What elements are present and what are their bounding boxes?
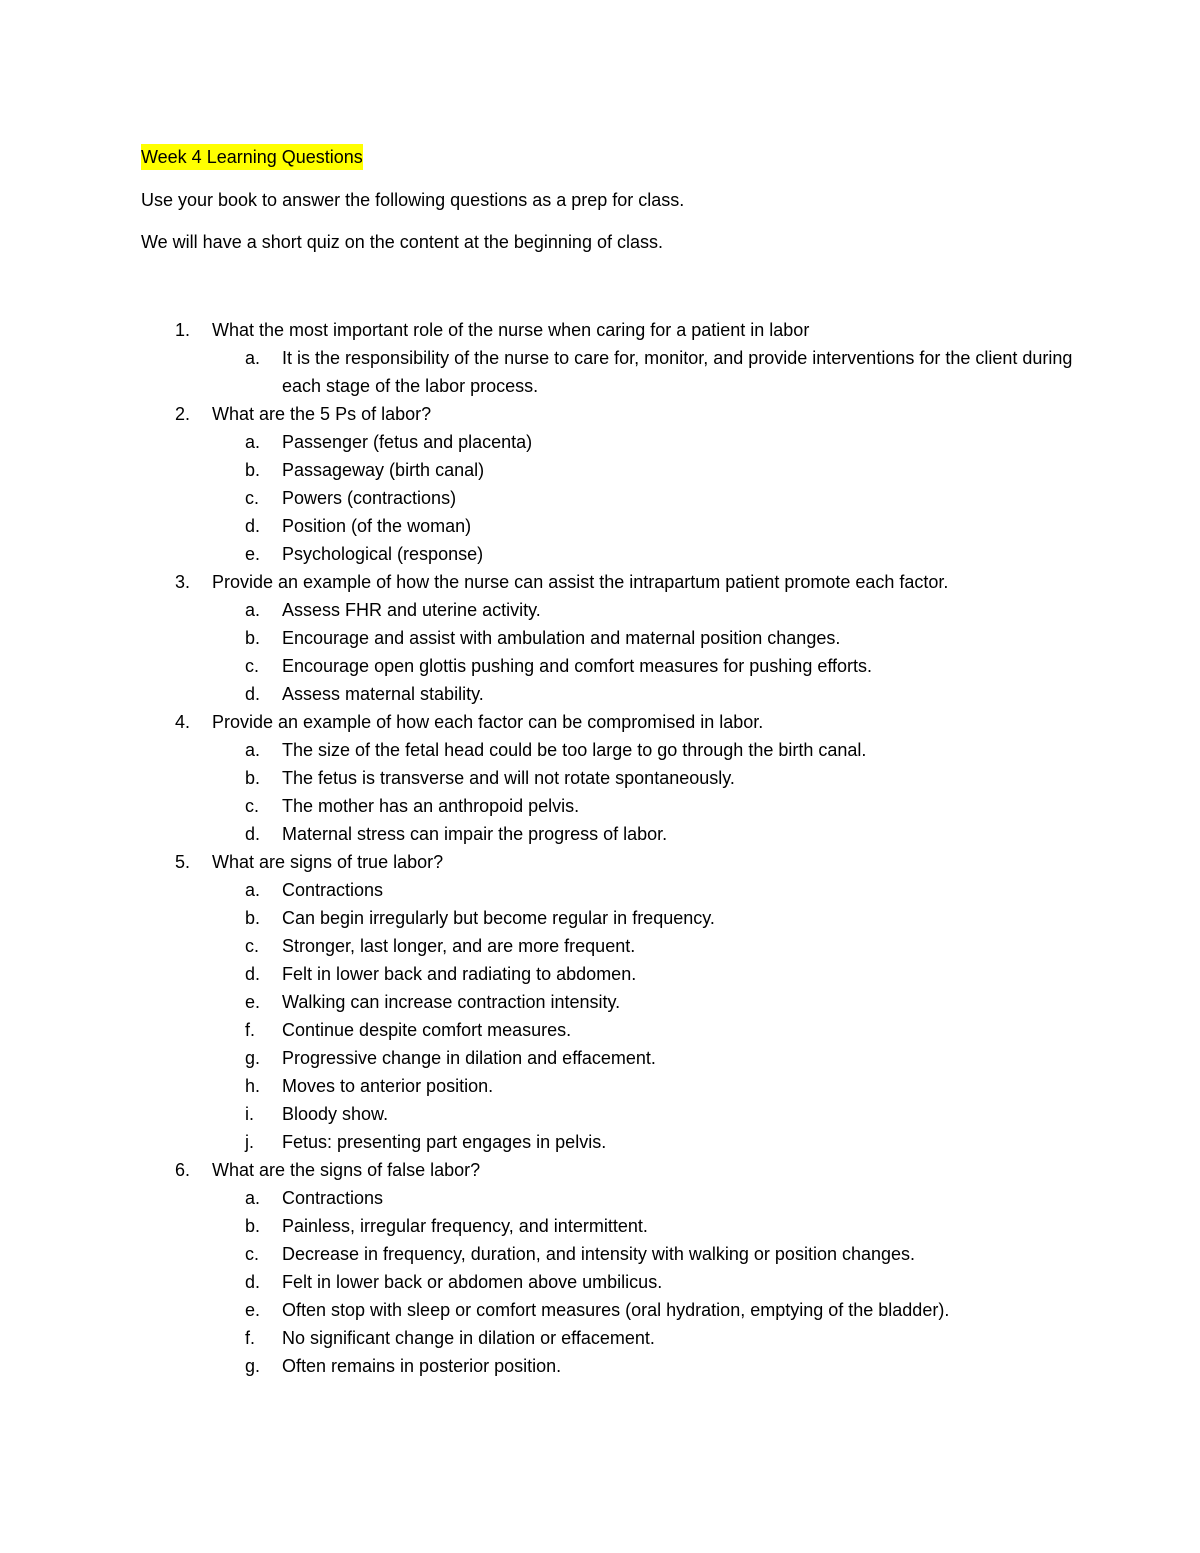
answer-letter: g. <box>245 1048 261 1068</box>
answer-text: Passageway (birth canal) <box>282 460 485 480</box>
answer-text: Assess maternal stability. <box>282 684 484 704</box>
answer-letter: i. <box>245 1104 254 1124</box>
answer-letter: b. <box>245 628 261 648</box>
answer-item <box>212 456 1081 484</box>
answer-letter: c. <box>245 488 260 508</box>
question-text: What are the 5 Ps of labor? <box>212 404 432 424</box>
answer-item <box>212 596 1081 624</box>
answer-letter: f. <box>245 1328 256 1348</box>
answer-letter: b. <box>245 768 261 788</box>
answer-text: Decrease in frequency, duration, and intensity with walking or position changes. <box>282 1244 916 1264</box>
answer-item <box>212 1184 1081 1212</box>
answer-item <box>212 428 1081 456</box>
answer-text: Can begin irregularly but become regular in frequency. <box>282 908 715 928</box>
answer-item <box>212 1324 1081 1352</box>
question-item <box>141 316 1081 400</box>
answer-text: Encourage open glottis pushing and comfort measures for pushing efforts. <box>282 656 873 676</box>
answer-item <box>212 876 1081 904</box>
answer-item <box>212 540 1081 568</box>
answer-text: No significant change in dilation or effacement. <box>282 1328 655 1348</box>
answer-text: Passenger (fetus and placenta) <box>282 432 533 452</box>
question-item <box>141 568 1081 708</box>
answer-text: Often stop with sleep or comfort measures (oral hydration, emptying of the bladder). <box>282 1300 950 1320</box>
answer-text: Powers (contractions) <box>282 488 457 508</box>
answer-item <box>212 932 1081 960</box>
answer-text: Felt in lower back or abdomen above umbilicus. <box>282 1272 663 1292</box>
answer-letter: b. <box>245 460 261 480</box>
answer-list <box>212 876 1081 1156</box>
question-item <box>141 1156 1081 1380</box>
answer-text: Maternal stress can impair the progress of labor. <box>282 824 668 844</box>
answer-item <box>212 1016 1081 1044</box>
answer-letter: g. <box>245 1356 261 1376</box>
answer-letter: b. <box>245 908 261 928</box>
intro-instructions: Use your book to answer the following questions as a prep for class. <box>141 190 685 210</box>
answer-text: Psychological (response) <box>282 544 484 564</box>
answer-text: Continue despite comfort measures. <box>282 1020 572 1040</box>
answer-text: Progressive change in dilation and effacement. <box>282 1048 656 1068</box>
question-list <box>141 316 1081 1380</box>
answer-item <box>212 624 1081 652</box>
answer-letter: a. <box>245 1188 261 1208</box>
answer-item <box>212 344 1081 400</box>
question-number: 2. <box>175 404 191 424</box>
answer-letter: c. <box>245 936 260 956</box>
answer-letter: e. <box>245 1300 261 1320</box>
answer-text: The size of the fetal head could be too large to go through the birth canal. <box>282 740 867 760</box>
answer-text: Fetus: presenting part engages in pelvis. <box>282 1132 607 1152</box>
answer-text: Position (of the woman) <box>282 516 472 536</box>
answer-text: Walking can increase contraction intensity. <box>282 992 621 1012</box>
answer-item <box>212 988 1081 1016</box>
question-item <box>141 708 1081 848</box>
answer-text: Moves to anterior position. <box>282 1076 494 1096</box>
answer-letter: d. <box>245 964 261 984</box>
answer-letter: c. <box>245 796 260 816</box>
question-text: What are signs of true labor? <box>212 852 444 872</box>
question-text: What are the signs of false labor? <box>212 1160 481 1180</box>
answer-item <box>212 680 1081 708</box>
question-number: 6. <box>175 1160 191 1180</box>
document-title: Week 4 Learning Questions <box>141 144 363 170</box>
answer-item <box>212 484 1081 512</box>
answer-item <box>212 960 1081 988</box>
answer-letter: e. <box>245 992 261 1012</box>
answer-letter: f. <box>245 1020 256 1040</box>
answer-letter: h. <box>245 1076 261 1096</box>
answer-letter: b. <box>245 1216 261 1236</box>
answer-item <box>212 904 1081 932</box>
answer-letter: d. <box>245 516 261 536</box>
answer-item <box>212 792 1081 820</box>
answer-letter: a. <box>245 880 261 900</box>
answer-letter: a. <box>245 348 261 368</box>
answer-text: Encourage and assist with ambulation and maternal position changes. <box>282 628 841 648</box>
answer-item <box>212 1072 1081 1100</box>
answer-letter: e. <box>245 544 261 564</box>
answer-item <box>212 1128 1081 1156</box>
answer-letter: d. <box>245 1272 261 1292</box>
question-text: Provide an example of how each factor can be compromised in labor. <box>212 712 764 732</box>
answer-text: It is the responsibility of the nurse to care for, monitor, and provide interventions for the client during each stage of the labor process. <box>282 348 1073 396</box>
answer-list <box>212 344 1081 400</box>
question-text: Provide an example of how the nurse can assist the intrapartum patient promote each factor. <box>212 572 949 592</box>
answer-text: Felt in lower back and radiating to abdomen. <box>282 964 637 984</box>
answer-text: Often remains in posterior position. <box>282 1356 562 1376</box>
answer-text: Contractions <box>282 1188 384 1208</box>
question-number: 3. <box>175 572 191 592</box>
answer-item <box>212 1100 1081 1128</box>
answer-text: Assess FHR and uterine activity. <box>282 600 541 620</box>
answer-list <box>212 1184 1081 1380</box>
answer-letter: d. <box>245 684 261 704</box>
answer-item <box>212 512 1081 540</box>
answer-letter: c. <box>245 1244 260 1264</box>
answer-letter: j. <box>245 1132 254 1152</box>
answer-text: Painless, irregular frequency, and intermittent. <box>282 1216 648 1236</box>
answer-item <box>212 1296 1081 1324</box>
question-text: What the most important role of the nurse when caring for a patient in labor <box>212 320 810 340</box>
answer-item <box>212 1268 1081 1296</box>
answer-letter: d. <box>245 824 261 844</box>
answer-list <box>212 596 1081 708</box>
question-number: 1. <box>175 320 191 340</box>
answer-letter: c. <box>245 656 260 676</box>
answer-item <box>212 652 1081 680</box>
answer-item <box>212 736 1081 764</box>
answer-list <box>212 736 1081 848</box>
answer-text: The mother has an anthropoid pelvis. <box>282 796 580 816</box>
answer-letter: a. <box>245 432 261 452</box>
title-line <box>141 143 1081 171</box>
answer-list <box>212 428 1081 568</box>
answer-letter: a. <box>245 740 261 760</box>
answer-text: Stronger, last longer, and are more frequent. <box>282 936 636 956</box>
question-number: 4. <box>175 712 191 732</box>
question-item <box>141 848 1081 1156</box>
answer-item <box>212 1044 1081 1072</box>
answer-item <box>212 1212 1081 1240</box>
intro-quiz-note: We will have a short quiz on the content at the beginning of class. <box>141 232 663 252</box>
answer-text: Bloody show. <box>282 1104 389 1124</box>
answer-text: Contractions <box>282 880 384 900</box>
answer-text: The fetus is transverse and will not rotate spontaneously. <box>282 768 735 788</box>
question-item <box>141 400 1081 568</box>
answer-item <box>212 764 1081 792</box>
question-number: 5. <box>175 852 191 872</box>
answer-letter: a. <box>245 600 261 620</box>
document-content <box>141 143 1081 1380</box>
answer-item <box>212 820 1081 848</box>
answer-item <box>212 1352 1081 1380</box>
answer-item <box>212 1240 1081 1268</box>
